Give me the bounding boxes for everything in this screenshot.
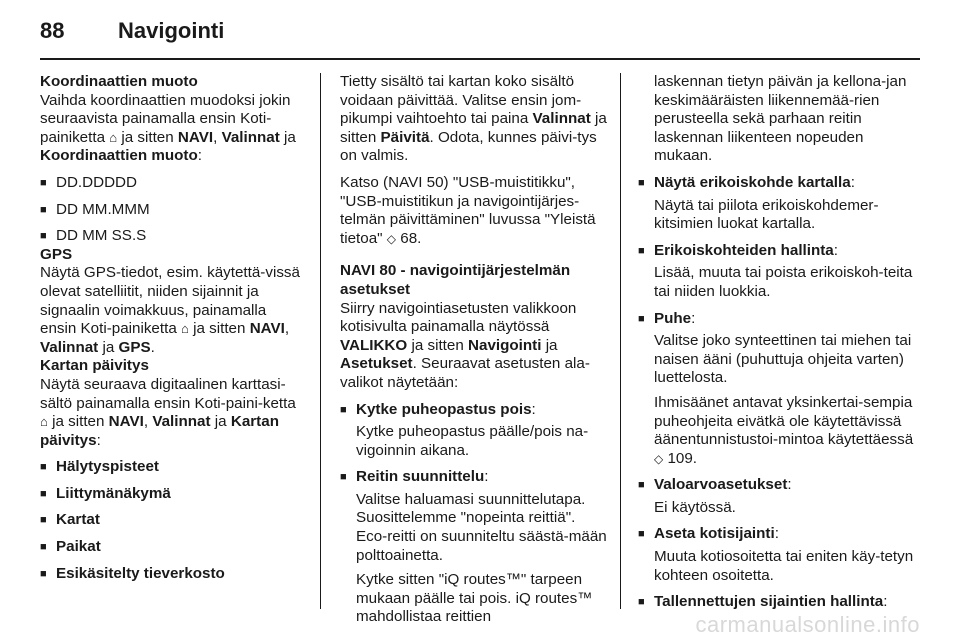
- list-item-description: Ihmisäänet antavat yksinkertai-sempia puheohjeita eivätkä ole käytettävissä äänentunnistustoi-mintoa käytettäessä ◇ 109.: [654, 393, 914, 467]
- home-icon: ⌂: [40, 414, 48, 430]
- list-item-description: Näytä tai piilota erikoiskohdemer-kitsimien luokat kartalla.: [654, 196, 879, 233]
- home-icon: ⌂: [181, 321, 189, 337]
- list-item-description: Valitse haluamasi suunnittelutapa. Suosittelemme "nopeinta reittiä". Eco-reitti on suunniteltu säästä-mään polttoainetta.: [356, 490, 607, 564]
- list-item-description: Kytke sitten "iQ routes™" tarpeen mukaan päälle tai pois. iQ routes™ mahdollistaa reittien: [356, 571, 593, 626]
- column-3: [638, 73, 920, 612]
- section-heading: NAVI 80 - navigointijärjestelmän asetukset: [340, 262, 571, 298]
- list-item: ■ Aseta kotisijainti:: [638, 525, 920, 544]
- column-divider: [620, 73, 621, 609]
- list-item: ■ Hälytyspisteet: [40, 458, 306, 477]
- section-coordinate-format: [40, 73, 306, 246]
- list-item-description: laskennan tietyn päivän ja kellona-jan keskimääräisten liikennemää-rien perusteella sekä parhaan reitin laskennan liikenteen nopeuden mukaan.: [654, 73, 907, 165]
- list-item: ■ Paikat: [40, 538, 306, 557]
- section-gps: [40, 246, 306, 358]
- list-item: ■ Puhe:: [638, 310, 920, 329]
- section-heading: GPS: [40, 245, 73, 263]
- paragraph: Näytä seuraava digitaalinen karttasi-sältö painamalla ensin Koti-paini-ketta ⌂ ja sitten NAVI, Valinnat ja Kartan päivitys:: [40, 375, 296, 449]
- watermark: carmanualsonline.info: [695, 612, 920, 637]
- page-reference-icon: ◇: [386, 231, 397, 246]
- list-item: ■ Erikoiskohteiden hallinta:: [638, 242, 920, 261]
- list-item-description: Ei käytössä.: [654, 498, 736, 516]
- page-number: 88: [40, 18, 65, 43]
- list-item: ■ Reitin suunnittelu:: [340, 468, 608, 487]
- list-item-description: Valitse joko synteettinen tai miehen tai naisen ääni (puhuttuja ohjeita varten) luettelosta.: [654, 332, 912, 387]
- paragraph: Katso (NAVI 50) "USB-muistitikku", "USB-muistitikun ja navigointijärjes-telmän päivittäminen" luvussa "Yleistä tietoa" ◇ 68.: [340, 173, 596, 247]
- list-item: ■ Kytke puheopastus pois:: [340, 401, 608, 420]
- list-item: ■ Näytä erikoiskohde kartalla:: [638, 174, 920, 193]
- home-icon: ⌂: [109, 129, 118, 145]
- list-item: ■ DD.DDDDD: [40, 174, 306, 193]
- paragraph: Tietty sisältö tai kartan koko sisältö voidaan päivittää. Valitse ensin jom-pikumpi vaihtoehto tai paina Valinnat ja sitten Päivitä. Odota, kunnes päivi-tys on valmis.: [340, 73, 607, 165]
- column-divider: [320, 73, 321, 609]
- paragraph: Näytä GPS-tiedot, esim. käytettä-vissä olevat satelliitit, niiden sijainnit ja signaalin voimakkuus, painamalla ensin Koti-painiketta ⌂ ja sitten NAVI, Valinnat ja GPS.: [40, 264, 300, 356]
- list-item-description: Lisää, muuta tai poista erikoiskoh-teita tai niiden luokkia.: [654, 264, 913, 300]
- list-item: ■ Kartat: [40, 511, 306, 530]
- list-item-description: Kytke puheopastus päälle/pois na-vigoinnin aikana.: [356, 423, 589, 459]
- list-item: ■ Valoarvoasetukset:: [638, 476, 920, 495]
- list-item: ■ Liittymänäkymä: [40, 485, 306, 504]
- column-2: [340, 73, 608, 627]
- header-rule: [40, 58, 920, 60]
- section-heading: Kartan päivitys: [40, 357, 149, 375]
- paragraph: Siirry navigointiasetusten valikkoon kotisivulta painamalla näytössä VALIKKO ja sitten Navigointi ja Asetukset. Seuraavat asetusten ala-valikot näytetään:: [340, 299, 590, 391]
- list-item: ■ DD MM SS.S: [40, 227, 306, 246]
- paragraph: Vaihda koordinaattien muodoksi jokin seuraavista painamalla ensin Koti-painiketta ⌂ ja sitten NAVI, Valinnat ja Koordinaattien muoto:: [40, 91, 296, 165]
- chapter-title: Navigointi: [118, 18, 225, 43]
- list-item-description: Muuta kotiosoitetta tai eniten käy-tetyn kohteen osoitetta.: [654, 548, 914, 584]
- section-map-update: [40, 357, 306, 583]
- list-item: ■ DD MM.MMM: [40, 201, 306, 220]
- page-reference-icon: ◇: [654, 451, 664, 466]
- page-header: [40, 18, 224, 48]
- list-item: ■ Tallennettujen sijaintien hallinta:: [638, 593, 920, 612]
- column-1: [40, 73, 306, 583]
- section-heading: Koordinaattien muoto: [40, 73, 198, 90]
- list-item: ■ Esikäsitelty tieverkosto: [40, 565, 306, 584]
